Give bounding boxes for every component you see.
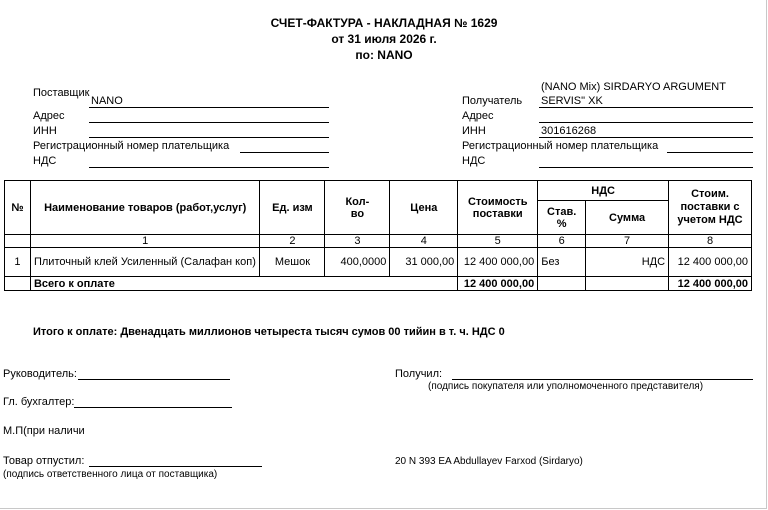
header-name: Наименование товаров (работ,услуг) [30,181,260,235]
supplier-nds-label: НДС [33,155,57,167]
column-number: 4 [390,235,458,248]
row-cost: 12 400 000,00 [458,248,538,277]
recipient-name-line2: SERVIS" XK [541,95,603,107]
column-number: 5 [458,235,538,248]
items-table [4,180,752,291]
power-of-attorney: 20 N 393 EA Abdullayev Farxod (Sirdaryo) [395,456,583,467]
supplier-inn-label: ИНН [33,125,57,137]
amount-in-words: Итого к оплате: Двенадцать миллионов четыреста тысяч сумов 00 тийин в т. ч. НДС 0 [33,326,505,338]
header-price: Цена [390,181,458,235]
supplier-label: Поставщик [33,87,90,99]
total-row-blank [5,277,31,291]
total-nds-sum-blank [586,277,669,291]
supplier-reg-line [240,152,329,153]
released-signature-line [89,466,262,467]
header-qty: Кол-во [325,181,390,235]
recipient-name-line [539,107,753,108]
supplier-nds-line [89,167,329,168]
invoice-title: СЧЕТ-ФАКТУРА - НАКЛАДНАЯ № 1629 [270,16,498,30]
recipient-nds-line [539,167,753,168]
row-unit: Мешок [260,248,325,277]
header-nds: НДС [538,181,669,201]
received-label: Получил: [395,368,443,380]
total-label: Всего к оплате [30,277,457,291]
recipient-label: Получатель [462,95,523,107]
recipient-inn-line [539,137,753,138]
table-header-row [5,181,752,201]
supplier-name-line [89,107,329,108]
row-qty: 400,0000 [325,248,390,277]
column-number-blank [5,235,31,248]
header-cost: Стоимость поставки [458,181,538,235]
received-caption: (подпись покупателя или уполномоченного представителя) [428,381,704,392]
supplier-inn-line [89,137,329,138]
column-number: 6 [538,235,586,248]
supplier-reg-label: Регистрационный номер плательщика [33,140,230,152]
row-num: 1 [5,248,31,277]
recipient-address-label: Адрес [462,110,494,122]
accountant-label: Гл. бухгалтер: [3,396,75,408]
total-with-nds: 12 400 000,00 [669,277,752,291]
row-nds-sum: НДС [586,248,669,277]
recipient-reg-label: Регистрационный номер плательщика [462,140,659,152]
header-total: Стоим. поставки с учетом НДС [669,181,752,235]
supplier-address-line [89,122,329,123]
column-number: 8 [669,235,752,248]
recipient-inn-label: ИНН [462,125,486,137]
header-nds-rate: Став. % [538,201,586,235]
column-number-row [5,235,752,248]
table-row [5,248,752,277]
supplier-name: NANO [91,95,123,107]
stamp-label: М.П(при наличи [3,425,85,437]
header-unit: Ед. изм [260,181,325,235]
column-number: 1 [30,235,260,248]
row-name: Плиточный клей Усиленный (Салафан коп) [30,248,260,277]
recipient-name-line1: (NANO Mix) SIRDARYO ARGUMENT [541,81,726,93]
invoice-contract: по: NANO [355,48,413,62]
supplier-address-label: Адрес [33,110,65,122]
director-signature-line [78,379,230,380]
accountant-signature-line [74,407,232,408]
invoice-date: от 31 июля 2026 г. [331,32,437,46]
total-cost: 12 400 000,00 [458,277,538,291]
received-signature-line [452,379,753,380]
row-nds-rate: Без [538,248,586,277]
recipient-address-line [539,122,753,123]
released-label: Товар отпустил: [3,455,85,467]
row-total: 12 400 000,00 [669,248,752,277]
column-number: 2 [260,235,325,248]
total-row [5,277,752,291]
recipient-nds-label: НДС [462,155,486,167]
column-number: 3 [325,235,390,248]
header-num: № [5,181,31,235]
total-nds-rate-blank [538,277,586,291]
row-price: 31 000,00 [390,248,458,277]
column-number: 7 [586,235,669,248]
released-caption: (подпись ответственного лица от поставщика) [3,469,218,480]
recipient-inn-value: 301616268 [541,125,597,137]
recipient-reg-line [667,152,753,153]
director-label: Руководитель: [3,368,77,380]
header-nds-sum: Сумма [586,201,669,235]
